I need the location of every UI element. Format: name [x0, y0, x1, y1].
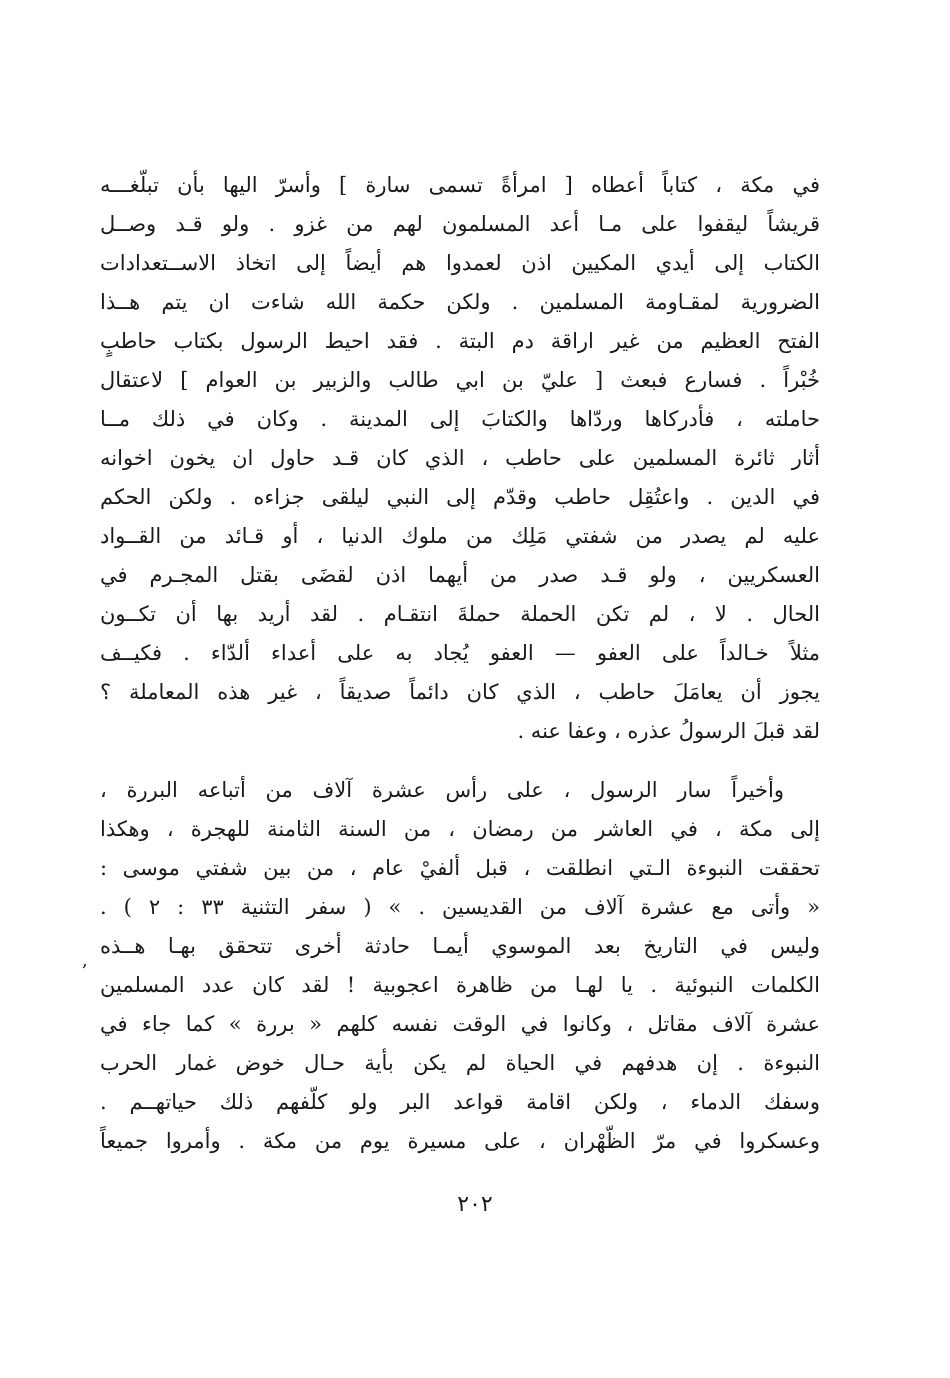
- text-line: الكتاب إلى أيدي المكيين اذن لعمدوا هم أيضاً إلى اتخاذ الاســتعدادات: [100, 251, 820, 275]
- text-line: وعسكروا في مرّ الظّهْران ، على مسيرة يوم من مكة . وأمروا جميعاً: [100, 1129, 820, 1153]
- text-line: الفتح العظيم من غير اراقة دم البتة . فقد احيط الرسول بكتاب حاطبٍ: [100, 329, 820, 353]
- text-line: الحال . لا ، لم تكن الحملة حملةَ انتقـام . لقد أريد بها أن تكــون: [100, 602, 820, 626]
- text-line: مثلاً خـالداً على العفو — العفو يُجاد به على أعداء ألدّاء . فكيــف: [100, 641, 820, 665]
- text-line: النبوءة . إن هدفهم في الحياة لم يكن بأية حـال خوض غمار الحرب: [100, 1051, 820, 1075]
- margin-mark: ,: [82, 950, 88, 971]
- text-line: في مكة ، كتاباً أعطاه [ امرأةً تسمى سارة ] وأسرّ اليها بأن تبلّغـــه: [100, 173, 820, 197]
- text-line: لقد قبلَ الرسولُ عذره ، وعفا عنه .: [517, 719, 820, 743]
- paragraph-2: [100, 771, 820, 1161]
- text-line: قريشاً ليقفوا على مـا أعد المسلمون لهم من غزو . ولو قـد وصــل: [100, 212, 820, 236]
- text-line: عشرة آلاف مقاتل ، وكانوا في الوقت نفسه كلهم « بررة » كما جاء في: [100, 1012, 820, 1036]
- text-line: العسكريين ، ولو قـد صدر من أيهما اذن لقضَى بقتل المجـرم في: [100, 563, 820, 587]
- text-line: إلى مكة ، في العاشر من رمضان ، من السنة الثامنة للهجرة ، وهكذا: [100, 817, 820, 841]
- text-line: الضرورية لمقـاومة المسلمين . ولكن حكمة الله شاءت ان يتم هــذا: [100, 290, 820, 314]
- text-line: وسفك الدماء ، ولكن اقامة قواعد البر ولو كلّفهم ذلك حياتهــم .: [100, 1090, 820, 1114]
- text-line: « وأتى مع عشرة آلاف من القديسين . » ( سفر التثنية ٣٣ : ٢ ) .: [100, 895, 820, 919]
- page-number: ٢٠٢: [457, 1192, 493, 1217]
- text-line: أثار ثائرة المسلمين على حاطب ، الذي كان قـد حاول ان يخون اخوانه: [100, 446, 820, 470]
- text-line: وأخيراً سار الرسول ، على رأس عشرة آلاف من أتباعه البررة ،: [100, 778, 784, 802]
- text-line: حاملته ، فأدركاها وردّاها والكتابَ إلى المدينة . وكان في ذلك مــا: [100, 407, 820, 431]
- text-line: خُبْراً . فسارع فبعث [ عليّ بن ابي طالب والزبير بن العوام ] لاعتقال: [100, 368, 820, 392]
- text-line: تحققت النبوءة الـتي انطلقت ، قبل ألفيْ عام ، من بين شفتي موسى :: [100, 856, 820, 880]
- text-line: يجوز أن يعامَلَ حاطب ، الذي كان دائماً صديقاً ، غير هذه المعاملة ؟: [100, 680, 820, 704]
- paragraph-1: [100, 166, 820, 751]
- text-line: الكلمات النبوئية . يا لهـا من ظاهرة اعجوبية ! لقد كان عدد المسلمين: [100, 973, 820, 997]
- text-line: عليه لم يصدر من شفتي مَلِك من ملوك الدنيا ، أو قـائد من القــواد: [100, 524, 820, 548]
- text-line: في الدين . واعتُقِل حاطب وقدّم إلى النبي ليلقى جزاءه . ولكن الحكم: [100, 485, 820, 509]
- text-line: وليس في التاريخ بعد الموسوي أيمـا حادثة أخرى تتحقق بهـا هــذه: [100, 934, 820, 958]
